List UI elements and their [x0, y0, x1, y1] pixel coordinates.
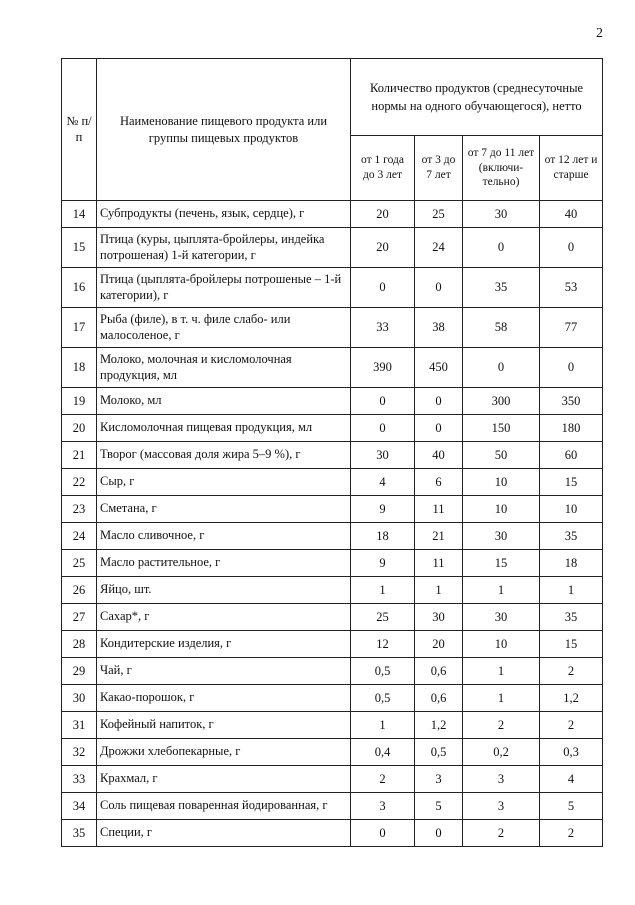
table-row [62, 308, 603, 348]
quantity-cell: 30 [463, 604, 540, 631]
quantity-cell: 30 [351, 442, 415, 469]
quantity-cell: 1 [351, 712, 415, 739]
row-number: 24 [62, 523, 97, 550]
quantity-cell: 30 [463, 201, 540, 228]
row-number: 27 [62, 604, 97, 631]
row-number: 31 [62, 712, 97, 739]
quantity-cell: 150 [463, 415, 540, 442]
quantity-cell: 1 [463, 658, 540, 685]
quantity-cell: 10 [463, 469, 540, 496]
quantity-cell: 20 [351, 228, 415, 268]
quantity-cell: 3 [463, 793, 540, 820]
quantity-cell: 30 [415, 604, 463, 631]
quantity-cell: 77 [540, 308, 603, 348]
quantity-cell: 0 [351, 415, 415, 442]
quantity-cell: 2 [351, 766, 415, 793]
table-row [62, 442, 603, 469]
food-norms-table [61, 58, 603, 847]
quantity-cell: 10 [540, 496, 603, 523]
quantity-cell: 10 [463, 631, 540, 658]
product-name: Сметана, г [97, 496, 351, 523]
quantity-cell: 4 [351, 469, 415, 496]
quantity-cell: 1,2 [415, 712, 463, 739]
product-name: Птица (куры, цыплята-бройлеры, индейка потрошеная) 1-й категории, г [97, 228, 351, 268]
product-name: Масло сливочное, г [97, 523, 351, 550]
table-row [62, 469, 603, 496]
table-row [62, 820, 603, 847]
table-body [62, 201, 603, 847]
quantity-cell: 50 [463, 442, 540, 469]
quantity-cell: 11 [415, 550, 463, 577]
quantity-cell: 1,2 [540, 685, 603, 712]
quantity-cell: 40 [415, 442, 463, 469]
quantity-cell: 2 [540, 820, 603, 847]
quantity-cell: 0 [463, 348, 540, 388]
product-name: Соль пищевая поваренная йодированная, г [97, 793, 351, 820]
quantity-cell: 15 [540, 631, 603, 658]
quantity-cell: 20 [351, 201, 415, 228]
quantity-cell: 18 [540, 550, 603, 577]
quantity-cell: 4 [540, 766, 603, 793]
product-name: Молоко, мл [97, 388, 351, 415]
row-number: 20 [62, 415, 97, 442]
quantity-cell: 0 [415, 415, 463, 442]
quantity-cell: 350 [540, 388, 603, 415]
table-row [62, 604, 603, 631]
row-number: 33 [62, 766, 97, 793]
quantity-cell: 0 [415, 820, 463, 847]
quantity-cell: 38 [415, 308, 463, 348]
column-header-age-7-11: от 7 до 11 лет (включи-тельно) [463, 136, 540, 201]
table-row [62, 496, 603, 523]
table-row [62, 739, 603, 766]
quantity-cell: 300 [463, 388, 540, 415]
row-number: 28 [62, 631, 97, 658]
quantity-cell: 1 [463, 685, 540, 712]
column-header-number: № п/п [62, 59, 97, 201]
table-row [62, 631, 603, 658]
quantity-cell: 0,6 [415, 658, 463, 685]
quantity-cell: 11 [415, 496, 463, 523]
quantity-cell: 35 [540, 604, 603, 631]
quantity-cell: 0,5 [415, 739, 463, 766]
quantity-cell: 5 [415, 793, 463, 820]
row-number: 15 [62, 228, 97, 268]
product-name: Крахмал, г [97, 766, 351, 793]
quantity-cell: 6 [415, 469, 463, 496]
quantity-cell: 21 [415, 523, 463, 550]
quantity-cell: 0 [351, 820, 415, 847]
product-name: Сахар*, г [97, 604, 351, 631]
table-row [62, 388, 603, 415]
quantity-cell: 0,5 [351, 685, 415, 712]
table-row [62, 793, 603, 820]
row-number: 30 [62, 685, 97, 712]
quantity-cell: 0 [415, 388, 463, 415]
column-group-header-quantity: Количество продуктов (среднесуточные нормы на одного обучающегося), нетто [351, 59, 603, 136]
product-name: Чай, г [97, 658, 351, 685]
column-header-age-12-plus: от 12 лет и старше [540, 136, 603, 201]
quantity-cell: 0 [351, 268, 415, 308]
product-name: Субпродукты (печень, язык, сердце), г [97, 201, 351, 228]
quantity-cell: 1 [463, 577, 540, 604]
quantity-cell: 30 [463, 523, 540, 550]
page-number: 2 [596, 26, 603, 41]
quantity-cell: 15 [463, 550, 540, 577]
quantity-cell: 60 [540, 442, 603, 469]
table-row [62, 658, 603, 685]
row-number: 18 [62, 348, 97, 388]
quantity-cell: 0,3 [540, 739, 603, 766]
row-number: 17 [62, 308, 97, 348]
table-row [62, 348, 603, 388]
quantity-cell: 9 [351, 496, 415, 523]
quantity-cell: 33 [351, 308, 415, 348]
quantity-cell: 1 [415, 577, 463, 604]
quantity-cell: 2 [540, 712, 603, 739]
quantity-cell: 10 [463, 496, 540, 523]
row-number: 25 [62, 550, 97, 577]
row-number: 19 [62, 388, 97, 415]
quantity-cell: 0,5 [351, 658, 415, 685]
product-name: Молоко, молочная и кисломолочная продукция, мл [97, 348, 351, 388]
quantity-cell: 3 [351, 793, 415, 820]
quantity-cell: 0,2 [463, 739, 540, 766]
product-name: Кондитерские изделия, г [97, 631, 351, 658]
quantity-cell: 2 [540, 658, 603, 685]
table-row [62, 712, 603, 739]
quantity-cell: 24 [415, 228, 463, 268]
quantity-cell: 40 [540, 201, 603, 228]
quantity-cell: 0 [415, 268, 463, 308]
row-number: 22 [62, 469, 97, 496]
table-row [62, 228, 603, 268]
product-name: Яйцо, шт. [97, 577, 351, 604]
quantity-cell: 3 [463, 766, 540, 793]
table-row [62, 685, 603, 712]
product-name: Специи, г [97, 820, 351, 847]
table-row [62, 201, 603, 228]
product-name: Сыр, г [97, 469, 351, 496]
row-number: 34 [62, 793, 97, 820]
quantity-cell: 1 [540, 577, 603, 604]
row-number: 21 [62, 442, 97, 469]
product-name: Кисломолочная пищевая продукция, мл [97, 415, 351, 442]
table-row [62, 550, 603, 577]
table-row [62, 523, 603, 550]
quantity-cell: 18 [351, 523, 415, 550]
row-number: 16 [62, 268, 97, 308]
quantity-cell: 1 [351, 577, 415, 604]
quantity-cell: 5 [540, 793, 603, 820]
table-row [62, 415, 603, 442]
quantity-cell: 390 [351, 348, 415, 388]
row-number: 26 [62, 577, 97, 604]
product-name: Птица (цыплята-бройлеры потрошеные – 1-й категории), г [97, 268, 351, 308]
row-number: 29 [62, 658, 97, 685]
quantity-cell: 2 [463, 712, 540, 739]
quantity-cell: 180 [540, 415, 603, 442]
quantity-cell: 0 [351, 388, 415, 415]
product-name: Дрожжи хлебопекарные, г [97, 739, 351, 766]
row-number: 35 [62, 820, 97, 847]
quantity-cell: 0 [540, 348, 603, 388]
quantity-cell: 58 [463, 308, 540, 348]
quantity-cell: 0 [540, 228, 603, 268]
product-name: Какао-порошок, г [97, 685, 351, 712]
quantity-cell: 35 [540, 523, 603, 550]
quantity-cell: 9 [351, 550, 415, 577]
table-row [62, 766, 603, 793]
quantity-cell: 3 [415, 766, 463, 793]
column-header-product: Наименование пищевого продукта или группы пищевых продуктов [97, 59, 351, 201]
quantity-cell: 0,6 [415, 685, 463, 712]
quantity-cell: 20 [415, 631, 463, 658]
product-name: Масло растительное, г [97, 550, 351, 577]
column-header-age-3-7: от 3 до 7 лет [415, 136, 463, 201]
quantity-cell: 15 [540, 469, 603, 496]
table-row [62, 577, 603, 604]
quantity-cell: 12 [351, 631, 415, 658]
quantity-cell: 0,4 [351, 739, 415, 766]
quantity-cell: 25 [351, 604, 415, 631]
row-number: 32 [62, 739, 97, 766]
row-number: 23 [62, 496, 97, 523]
quantity-cell: 0 [463, 228, 540, 268]
quantity-cell: 2 [463, 820, 540, 847]
column-header-age-1-3: от 1 года до 3 лет [351, 136, 415, 201]
quantity-cell: 53 [540, 268, 603, 308]
product-name: Творог (массовая доля жира 5–9 %), г [97, 442, 351, 469]
quantity-cell: 25 [415, 201, 463, 228]
row-number: 14 [62, 201, 97, 228]
quantity-cell: 450 [415, 348, 463, 388]
product-name: Рыба (филе), в т. ч. филе слабо- или малосоленое, г [97, 308, 351, 348]
product-name: Кофейный напиток, г [97, 712, 351, 739]
quantity-cell: 35 [463, 268, 540, 308]
table-row [62, 268, 603, 308]
